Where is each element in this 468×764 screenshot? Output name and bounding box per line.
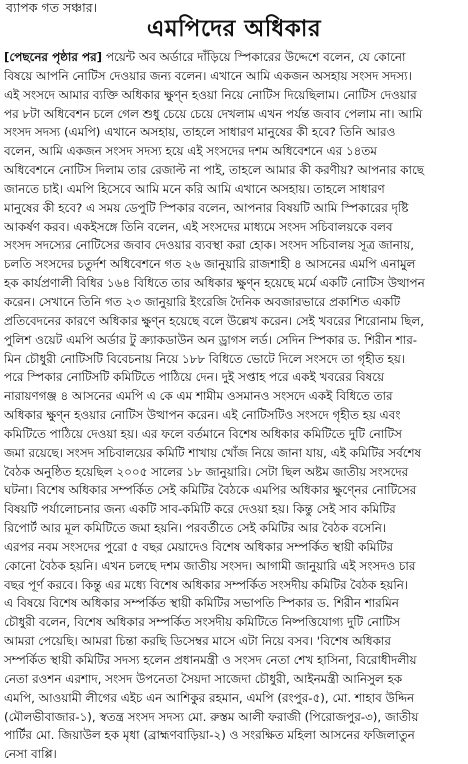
article-line: এই সংসদে আমার ব্যক্তি অধিকার ক্ষুণ্ন হওয়া নিয়ে নোটিস দিয়েছিলাম। নোটিস দেওয়ার [4, 87, 417, 102]
article-line: বিষয়ে আপনি নোটিস দেওয়ার জন্য বলেন। এখানে আমি একজন অসহায় সংসদ সদস্য। [4, 68, 412, 83]
article-line: চৌধুরী বলেন, বিশেষ অধিকার সম্পর্কিত সংসদীয় কমিটিতে নিষ্পত্তিযোগ্য দুটি নোটিস [4, 615, 401, 630]
article-line-text: পয়েন্ট অব অর্ডারে দাঁড়িয়ে স্পিকারের উদ্দেশে বলেন, যে কোনো [102, 50, 406, 64]
article-line: সংসদ সদস্যের নোটিসের জবাব দেওয়ার ব্যবস্থা করা হোক। সংসদ সচিবালয় সূত্র জানায়, [4, 238, 415, 253]
article-line: কোনো বৈঠক হয়নি। এখন চলছে দশম জাতীয় সংসদ। আগামী জানুয়ারি এই সংসদও চার [4, 558, 416, 573]
clipping-note: ব্যাপক গত সঞ্চার। [6, 0, 98, 15]
article-line: আকর্ষণ করব। একইসঙ্গে তিনি বলেন, এই সংসদের মাধ্যমে সংসদ সচিবালয়কে বলব [4, 219, 393, 234]
article-line: বলেন, আমি একজন সংসদ সদস্য হয়ে এই সংসদের দশম অধিবেশনে এর ১৪তম [4, 144, 377, 159]
article-line: বৈঠক অনুষ্ঠিত হয়েছিল ২০০৫ সালের ১৮ জানুয়ারি। সেটা ছিল অষ্টম জাতীয় সংসদের [4, 464, 409, 479]
article-body [4, 48, 464, 764]
article-line: মানুষের কী হবে? এ সময় ডেপুটি স্পিকার বলেন, আপনার বিষয়টি আমি স্পিকারের দৃষ্টি [4, 200, 409, 215]
article-line-first [4, 48, 464, 67]
article-line: নেসা বাপ্পি। [4, 747, 57, 762]
article-line: পুলিশ ওয়েট এমপি অর্ডার টু ক্র্যাকডাউন অন ড্রাগস লর্ড। সেদিন স্পিকার ড. শিরীন শার- [4, 332, 418, 347]
article-line: হক কার্যপ্রণালী বিধির ১৬৪ বিধিতে তার অধিকার ক্ষুণ্ন হয়েছে মর্মে একটি নোটিস উত্থাপন [4, 276, 425, 291]
article-line: সম্পর্কিত স্থায়ী কমিটির সদস্য হলেন প্রধানমন্ত্রী ও সংসদ নেতা শেখ হাসিনা, বিরোধীদলীয় [4, 653, 417, 667]
article-line: জমা রয়েছে। সংসদ সচিবালয়ের কমিটি শাখায় খোঁজ নিয়ে জানা যায়, এই কমিটির সর্বশেষ [4, 445, 422, 460]
article-line: আমরা পেয়েছি। আমরা চিন্তা করছি ডিসেম্বর মাসে এটা নিয়ে বসব। 'বিশেষ অধিকার [4, 634, 391, 649]
article-line: বছর পূর্ণ করবে। কিন্তু এর মধ্যে বিশেষ অধিকার সম্পর্কিত সংসদীয় কমিটির বৈঠক হয়নি। [4, 577, 409, 592]
article-line: জানতে চাই। এমপি হিসেবে আমি মনে করি আমি এখানে অসহায়। তাহলে সাধারণ [4, 181, 385, 196]
headline: এমপিদের অধিকার [146, 16, 322, 42]
article-line: রিপোর্ট আর মূল কমিটিতে জমা হয়নি। পরবর্তীতে সেই কমিটির আর বৈঠক বসেনি। [4, 521, 387, 536]
article-line: প্রতিবেদনের কারণে অধিকার ক্ষুণ্ন হয়েছে বলে উল্লেখ করেন। সেই খবরের শিরোনাম ছিল, [4, 313, 425, 328]
article-line: কমিটিতে পাঠিয়ে দেওয়া হয়। এর ফলে বর্তমানে বিশেষ অধিকার কমিটিতে দুটি নোটিস [4, 426, 402, 441]
article-line: চলতি সংসদের চতুর্দশ অধিবেশনে গত ২৬ জানুয়ারি রাজশাহী ৪ আসনের এমপি এনামুল [4, 257, 416, 272]
article-line: এ বিষয়ে বিশেষ অধিকার সম্পর্কিত স্থায়ী কমিটির সভাপতি স্পিকার ড. শিরীন শারমিন [4, 596, 399, 611]
article-line: নারায়ণগঞ্জ ৪ আসনের এমপি এ কে এম শামীম ওসমানও সংসদে একই বিধিতে তার [4, 389, 393, 404]
article-line: অধিকার ক্ষুণ্ন হওয়ার নোটিস উত্থাপন করেন। এই নোটিসটিও সংসদে গৃহীত হয় এবং [4, 408, 401, 423]
article-line: এরপর নবম সংসদের পুরো ৫ বছর মেয়াদেও বিশেষ অধিকার সম্পর্কিত স্থায়ী কমিটির [4, 539, 393, 554]
article-line: সংসদ সদস্য (এমপি) এখানে অসহায়, তাহলে সাধারণ মানুষের কী হবে? তিনি আরও [4, 125, 396, 140]
article-line: অধিবেশনে নোটিস দিলাম তার রেজাল্ট না পাই, তাহলে আমার কী করণীয়? আপনার কাছে [4, 163, 424, 178]
article-line: বিষয়টি পর্যালোচনার জন্য একটি সাব-কমিটি করে দেওয়া হয়। কিন্তু সেই সাব কমিটির [4, 502, 396, 517]
article-line: (মৌলভীবাজার-১), স্বতন্ত্র সংসদ সদস্য মো. রুস্তম আলী ফরাজী (পিরোজপুর-৩), জাতীয় [4, 709, 419, 724]
article-line: ঘটনা। বিশেষ অধিকার সম্পর্কিত সেই কমিটির বৈঠকে এমপির অধিকার ক্ষুণ্নের নোটিসের [4, 483, 417, 498]
article-line: পার্টির মো. জিয়াউল হক মৃধা (ব্রাহ্মণবাড়িয়া-২) ও সংরক্ষিত মহিলা আসনের ফজিলাতুন [4, 728, 415, 743]
article-line: পরে স্পিকার নোটিসটি কমিটিতে পাঠিয়ে দেন। দুই সপ্তাহ পরে একই খবরের বিষয়ে [4, 370, 385, 385]
article-line: নেতা রওশন এরশাদ, সংসদ উপনেতা সৈয়দা সাজেদা চৌধুরী, আইনমন্ত্রী আনিসুল হক [4, 671, 403, 686]
article-line: মিন চৌধুরী নোটিসটি বিবেচনায় নিয়ে ১৮৮ বিধিতে ভোটে দিলে সংসদে তা গৃহীত হয়। [4, 351, 406, 366]
article-line: এমপি, আওয়ামী লীগের এইচ এন আশিকুর রহমান, এমপি (রংপুর-৫), মো. শাহাব উদ্দিন [4, 690, 415, 705]
article-line: করেন। সেখানে তিনি গত ২৩ জানুয়ারি ইংরেজি দৈনিক অবজারভারে প্রকাশিত একটি [4, 294, 401, 309]
continuation-marker: [পেছনের পৃষ্ঠার পর] [4, 50, 103, 64]
article-line: পর ৮টা অধিবেশন চলে গেল শুধু চেয়ে চেয়ে দেখলাম এখন পর্যন্ত জবাব পেলাম না। আমি [4, 106, 423, 121]
